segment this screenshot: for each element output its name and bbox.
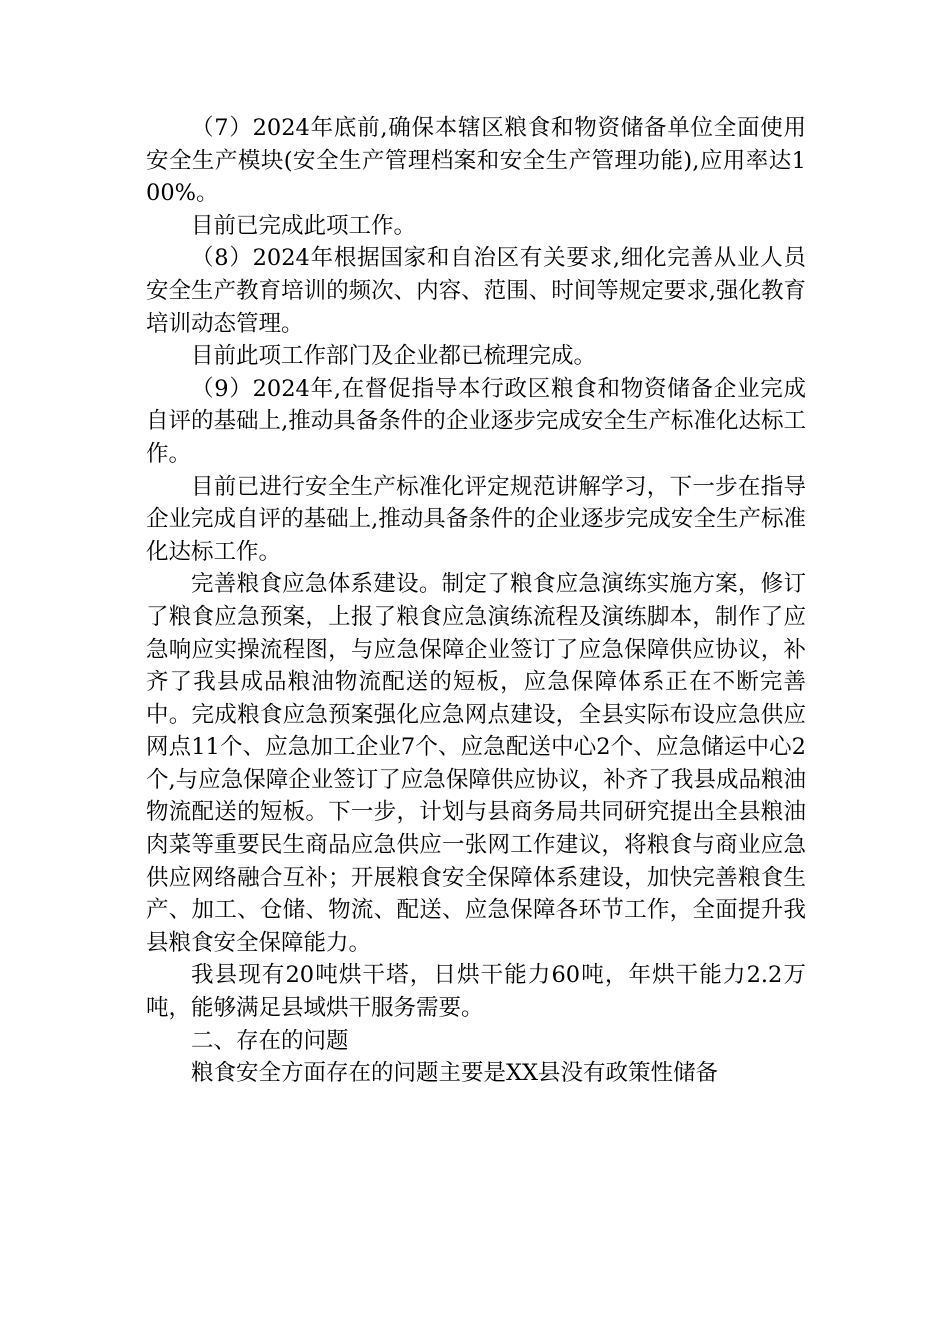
paragraph-drying-capacity: 我县现有20吨烘干塔，日烘干能力60吨，年烘干能力2.2万吨，能够满足县域烘干服务需要。 xyxy=(146,962,806,1022)
paragraph-item-8-status: 目前此项工作部门及企业都已梳理完成。 xyxy=(191,343,597,370)
paragraph-item-7-status: 目前已完成此项工作。 xyxy=(191,212,417,239)
paragraph-problems-intro: 粮食安全方面存在的问题主要是XX县没有政策性储备 xyxy=(191,1060,719,1087)
paragraph-item-7: （7）2024年底前,确保本辖区粮食和物资储备单位全面使用安全生产模块(安全生产管理档案和安全生产管理功能),应用率达100%。 xyxy=(146,115,806,207)
paragraph-emergency-system: 完善粮食应急体系建设。制定了粮食应急演练实施方案，修订了粮食应急预案，上报了粮食应急演练流程及演练脚本，制作了应急响应实操流程图，与应急保障企业签订了应急保障供应协议，补齐了我县成品粮油物流配送的短板，应急保障体系正在不断完善中。完成粮食应急预案强化应急网点建设，全县实际布设应急供应网点11个、应急加工企业7个、应急配送中心2个、应急储运中心2个,与应急保障企业签订了应急保障供应协议，补齐了我县成品粮油物流配送的短板。下一步，计划与县商务局共同研究提出全县粮油肉菜等重要民生商品应急供应一张网工作建议，将粮食与商业应急供应网络融合互补；开展粮食安全保障体系建设，加快完善粮食生产、加工、仓储、物流、配送、应急保障各环节工作，全面提升我县粮食安全保障能力。 xyxy=(146,571,806,956)
section-heading-problems: 二、存在的问题 xyxy=(191,1027,349,1054)
document-page xyxy=(146,112,806,1090)
paragraph-item-9: （9）2024年,在督促指导本行政区粮食和物资储备企业完成自评的基础上,推动具备条件的企业逐步完成安全生产标准化达标工作。 xyxy=(146,375,806,467)
paragraph-item-9-status: 目前已进行安全生产标准化评定规范讲解学习，下一步在指导企业完成自评的基础上,推动具备条件的企业逐步完成安全生产标准化达标工作。 xyxy=(146,473,806,565)
paragraph-item-8: （8）2024年根据国家和自治区有关要求,细化完善从业人员安全生产教育培训的频次、内容、范围、时间等规定要求,强化教育培训动态管理。 xyxy=(146,245,806,337)
